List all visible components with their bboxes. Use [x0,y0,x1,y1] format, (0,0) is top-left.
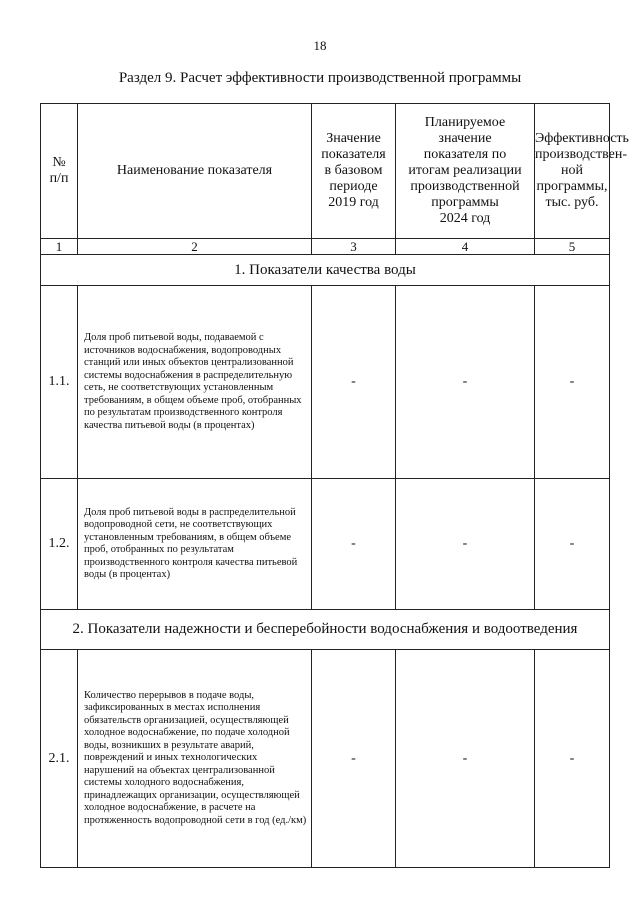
group-title: 2. Показатели надежности и бесперебойности водоснабжения и водоотведения [41,610,610,650]
planned-value: - [396,650,535,868]
header-num: № п/п [41,104,78,239]
header-planned-value: Планируемое значение показателя по итогам реализации производственной программы 2024 год [396,104,535,239]
table-row [41,650,610,868]
column-number: 5 [535,239,610,255]
base-value: - [312,650,396,868]
group-row [41,255,610,286]
row-number: 2.1. [41,650,78,868]
table-row [41,479,610,610]
header-base-value: Значение показателя в базовом периоде 2019 год [312,104,396,239]
indicator-name: Количество перерывов в подаче воды, зафиксированных в местах исполнения обязательств организацией, осуществляющей холодное водоснабжение, по подаче холодной воды, возникших в результате аварий, повреждений и иных технологических нарушений на объектах централизованной системы холодного водоснабжения, принадлежащих организации, осуществляющей холодное водоснабжение, в расчете на протяженность водопроводной сети в год (ед./км) [78,650,312,868]
indicator-name: Доля проб питьевой воды, подаваемой с источников водоснабжения, водопроводных станций или иных объектов централизованной системы водоснабжения в распределительную сеть, не соответствующих установленным требованиям, в общем объеме проб, отобранных по результатам производственного контроля качества питьевой воды (в процентах) [78,286,312,479]
efficiency-table [40,103,629,868]
column-number: 4 [396,239,535,255]
indicator-name: Доля проб питьевой воды в распределительной водопроводной сети, не соответствующих установленным требованиям, в общем объеме проб, отобранных по результатам производственного контроля качества питьевой воды (в процентах) [78,479,312,610]
column-number: 1 [41,239,78,255]
header-name: Наименование показателя [78,104,312,239]
efficiency-value: - [535,650,610,868]
row-number: 1.1. [41,286,78,479]
planned-value: - [396,479,535,610]
table-row [41,286,610,479]
base-value: - [312,479,396,610]
column-number-row [41,239,610,255]
column-number: 3 [312,239,396,255]
header-efficiency: Эффективность производствен- ной программы, тыс. руб. [535,104,610,239]
efficiency-value: - [535,286,610,479]
page-number: 18 [313,38,327,53]
row-number: 1.2. [41,479,78,610]
group-title: 1. Показатели качества воды [41,255,610,286]
base-value: - [312,286,396,479]
section-title: Раздел 9. Расчет эффективности производственной программы [118,70,522,86]
planned-value: - [396,286,535,479]
header-row [41,104,610,239]
group-row [41,610,610,650]
efficiency-value: - [535,479,610,610]
column-number: 2 [78,239,312,255]
